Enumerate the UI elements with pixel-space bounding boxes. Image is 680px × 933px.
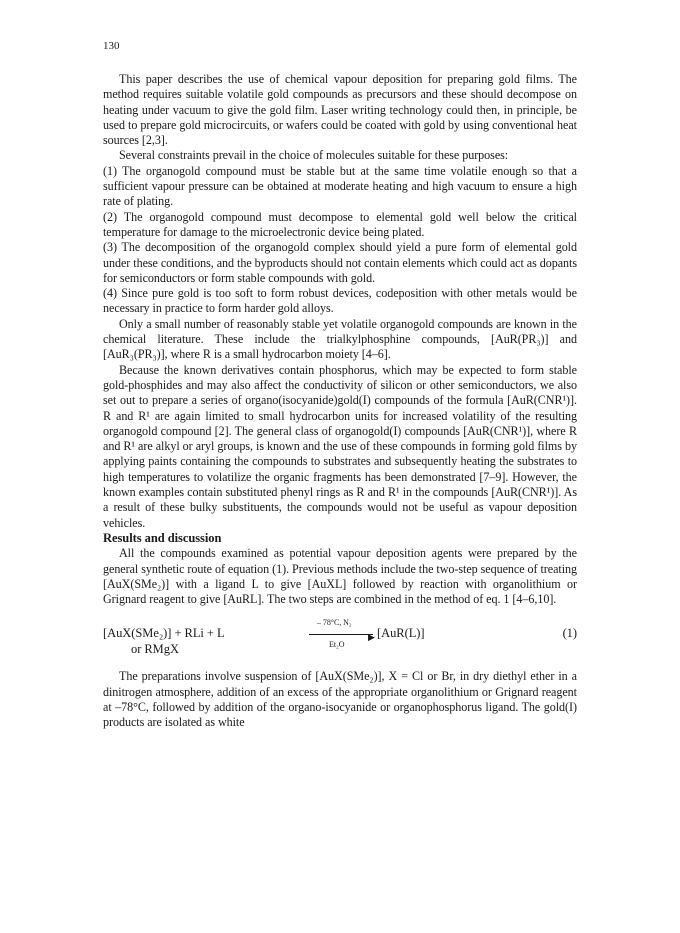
equation-number: (1): [562, 626, 577, 641]
equation-1: [103, 615, 577, 661]
constraint-2: (2) The organogold compound must decompose to elemental gold well below the critical temperature for damage to the microelectronic device being plated.: [103, 209, 577, 239]
constraint-1: (1) The organogold compound must be stable but at the same time volatile enough so that a sufficient vapour pressure can be obtained at moderate heating and high vacuum to ensure a high rate of plating.: [103, 163, 577, 209]
results-paragraph: All the compounds examined as potential vapour deposition agents were prepared by the general synthetic route of equation (1). Previous methods include the two-step sequence of treating [AuX(SMe₂)] with a ligand L to give [AuXL] followed by reaction with organolithium or Grignard reagent to give [AuRL]. The two steps are combined in the method of eq. 1 [4–6,10].: [103, 546, 577, 607]
intro-paragraph-2: Several constraints prevail in the choice of molecules suitable for these purposes:: [119, 148, 509, 163]
equation-lhs: [AuX(SMe₂)] + RLi + L: [103, 626, 225, 641]
equation-rhs: [AuR(L)]: [377, 626, 425, 641]
reaction-arrow: [309, 634, 373, 635]
equation-lhs-alternative: or RMgX: [131, 642, 179, 657]
preparation-paragraph: The preparations involve suspension of [AuX(SMe₂)], X = Cl or Br, in dry diethyl ether in a dinitrogen atmosphere, addition of an excess of the appropriate organolithium or Grignard reagent at –78°C, followed by addition of the organo-isocyanide or organophosphorus ligand. The gold(I) products are isolated as white: [103, 669, 577, 730]
page-number: 130: [103, 40, 120, 52]
isocyanide-paragraph: Because the known derivatives contain phosphorus, which may be expected to form stable gold-phosphides and may also affect the conductivity of silicon or other semiconductors, we also set out to prepare a series of organo(isocyanide)gold(I) compounds of the formula [AuR(CNR¹)]. R and R¹ are again limited to small hydrocarbon units for increased volatility of the resulting organogold compound [2]. The general class of organogold(I) compounds [AuR(CNR¹)], where R and R¹ are alkyl or aryl groups, is known and the use of these compounds in forming gold films by applying paints containing the compounds to substrates and subsequently heating the substrates to high temperatures to volatilize the organic fragments has been demonstrated [7–9]. However, the known examples contain substituted phenyl rings as R and R¹ in the compounds [AuR(CNR¹)]. As a result of these bulky substituents, the compounds would not be useful as vapour deposition vehicles.: [103, 362, 577, 530]
reaction-conditions-bottom: Et₂O: [329, 640, 345, 650]
reaction-conditions-top: – 78°C, N₂: [317, 618, 352, 628]
section-heading: Results and discussion: [103, 530, 222, 545]
arrowhead-icon: ▶: [368, 632, 375, 643]
constraint-4: (4) Since pure gold is too soft to form robust devices, codeposition with other metals would be necessary in practice to form harder gold alloys.: [103, 286, 577, 316]
constraint-3: (3) The decomposition of the organogold complex should yield a pure form of elemental gold under these conditions, and the byproducts should not contain elements which could act as dopants for semiconductors or form stable compounds with gold.: [103, 240, 577, 285]
body-text: [103, 72, 577, 731]
known-compounds-paragraph: Only a small number of reasonably stable yet volatile organogold compounds are known in the chemical literature. These include the trialkylphosphine compounds, [AuR(PR₃)] and [AuR₃(PR₃)], where R is a small hydrocarbon moiety [4–6].: [103, 316, 577, 362]
intro-paragraph-1: This paper describes the use of chemical vapour deposition for preparing gold films. The method requires suitable volatile gold compounds as precursors and these should decompose on heating under vacuum to give the gold film. Laser writing technology could then, in principle, be used to prepare gold microcircuits, or wafers could be coated with gold by using conventional heat sources [2,3].: [103, 72, 577, 148]
